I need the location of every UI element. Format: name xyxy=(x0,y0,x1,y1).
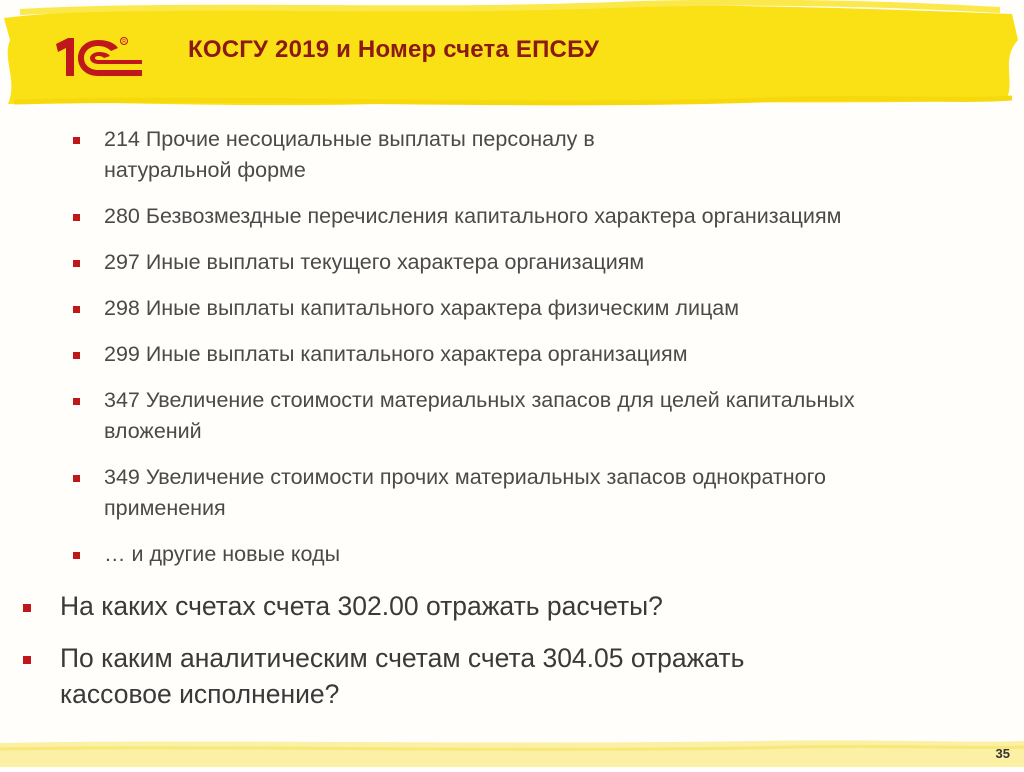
square-bullet-icon xyxy=(23,604,31,612)
question-302 xyxy=(20,588,1000,624)
svg-text:R: R xyxy=(122,39,126,45)
square-bullet-icon xyxy=(73,306,80,313)
code-text: 299 Иные выплаты капитального характера организациям xyxy=(104,342,688,366)
square-bullet-icon xyxy=(73,214,80,221)
kosgu-codes-list xyxy=(70,124,1010,585)
page-number: 35 xyxy=(995,746,1010,761)
code-item-347 xyxy=(70,385,1010,447)
code-line-2: применения xyxy=(104,496,226,520)
code-item-299 xyxy=(70,339,1010,370)
code-item-280 xyxy=(70,201,1010,232)
slide-title: КОСГУ 2019 и Номер счета ЕПСБУ xyxy=(188,36,600,63)
code-line-1: 347 Увеличение стоимости материальных запасов для целей капитальных xyxy=(104,388,855,412)
square-bullet-icon xyxy=(73,398,80,405)
question-text: На каких счетах счета 302.00 отражать расчеты? xyxy=(60,591,663,621)
code-item-349 xyxy=(70,462,1010,524)
question-line-2: кассовое исполнение? xyxy=(60,679,340,709)
code-text: 297 Иные выплаты текущего характера организациям xyxy=(104,250,645,274)
code-line-1: 349 Увеличение стоимости прочих материальных запасов однократного xyxy=(104,465,826,489)
code-item-298 xyxy=(70,293,1010,324)
question-304 xyxy=(20,640,1000,712)
questions-list xyxy=(20,588,1000,728)
1c-logo-icon xyxy=(52,34,150,82)
code-text: … и другие новые коды xyxy=(104,542,341,566)
code-item-297 xyxy=(70,247,1010,278)
square-bullet-icon xyxy=(73,137,80,144)
code-item-other xyxy=(70,539,1010,570)
code-line-1: 214 Прочие несоциальные выплаты персоналу в xyxy=(104,127,595,151)
code-line-2: вложений xyxy=(104,419,202,443)
footer-brush-band xyxy=(0,735,1024,767)
square-bullet-icon xyxy=(73,352,80,359)
square-bullet-icon xyxy=(73,260,80,267)
code-text: 298 Иные выплаты капитального характера физическим лицам xyxy=(104,296,740,320)
code-text: 280 Безвозмездные перечисления капитального характера организациям xyxy=(104,204,842,228)
code-item-214 xyxy=(70,124,1010,186)
square-bullet-icon xyxy=(73,552,80,559)
question-line-1: По каким аналитическим счетам счета 304.05 отражать xyxy=(60,643,745,673)
code-line-2: натуральной форме xyxy=(104,158,306,182)
square-bullet-icon xyxy=(73,475,80,482)
square-bullet-icon xyxy=(23,656,31,664)
